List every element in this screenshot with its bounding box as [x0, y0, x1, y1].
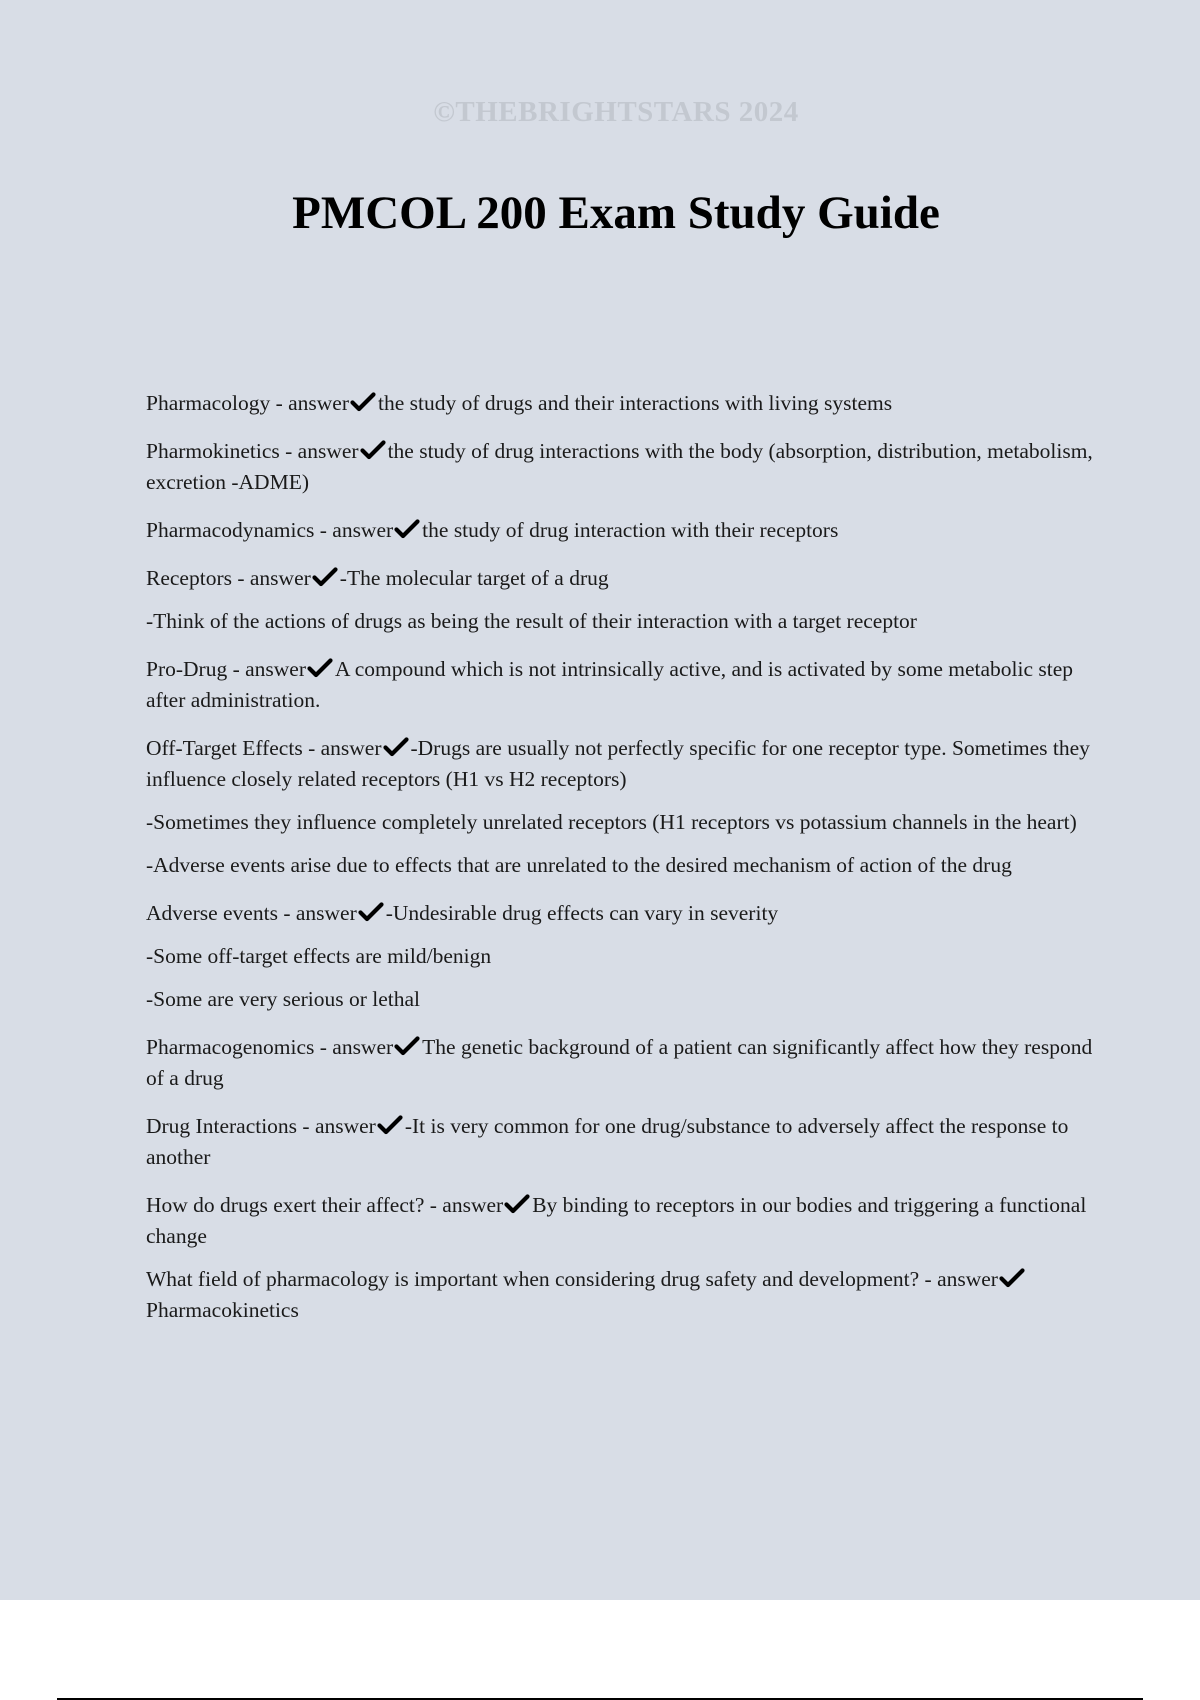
check-mark-icon: [360, 440, 386, 460]
entry-pharmacology: [146, 388, 1096, 419]
entry-answer: the study of drugs and their interactions with living systems: [378, 391, 893, 415]
entry-pharmacodynamics: [146, 515, 1096, 546]
entry-note: -Some off-target effects are mild/benign: [146, 944, 492, 968]
page-title: PMCOL 200 Exam Study Guide: [292, 187, 940, 239]
entry-answer: A compound which is not intrinsically active, and is activated by some metabolic step after administration.: [146, 657, 1074, 712]
watermark: ©THEBRIGHTSTARS 2024: [433, 96, 799, 128]
entry-note: -Sometimes they influence completely unrelated receptors (H1 receptors vs potassium channels in the heart): [146, 810, 1077, 834]
entry-term: Drug Interactions - answer: [146, 1114, 376, 1138]
entry-note: -Adverse events arise due to effects that are unrelated to the desired mechanism of action of the drug: [146, 853, 1012, 877]
check-mark-icon: [312, 567, 338, 587]
entry-off-target-effects: [146, 733, 1096, 795]
entry-answer: -The molecular target of a drug: [339, 566, 609, 590]
entry-term: Pharmacogenomics - answer: [146, 1035, 394, 1059]
entry-answer: -It is very common for one drug/substance to adversely affect the response to another: [146, 1114, 1069, 1169]
check-mark-icon: [504, 1194, 530, 1214]
entry-answer: The genetic background of a patient can significantly affect how they respond of a drug: [146, 1035, 1093, 1090]
check-mark-icon: [383, 737, 409, 757]
check-mark-icon: [350, 392, 376, 412]
entry-term: Pharmacology - answer: [146, 391, 349, 415]
check-mark-icon: [999, 1268, 1025, 1288]
entry-note: -Think of the actions of drugs as being the result of their interaction with a target receptor: [146, 609, 917, 633]
check-mark-icon: [394, 519, 420, 539]
entry-pharmacogenomics: [146, 1032, 1096, 1094]
entry-adverse-events: [146, 898, 1096, 929]
entry-answer: the study of drug interaction with their receptors: [422, 518, 839, 542]
entry-drug-affect-question: [146, 1190, 1096, 1252]
entry-answer: Pharmacokinetics: [146, 1298, 299, 1322]
entry-term: How do drugs exert their affect? - answer: [146, 1193, 504, 1217]
entry-term: What field of pharmacology is important when considering drug safety and development? - answer: [146, 1267, 998, 1291]
entry-term: Pharmokinetics - answer: [146, 439, 359, 463]
check-mark-icon: [307, 658, 333, 678]
entry-drug-safety-question: [146, 1264, 1096, 1326]
entry-answer: By binding to receptors in our bodies and triggering a functional change: [146, 1193, 1087, 1248]
entry-note: -Some are very serious or lethal: [146, 987, 421, 1011]
entry-term: Pharmacodynamics - answer: [146, 518, 394, 542]
study-guide-content: [146, 388, 1096, 1326]
entry-pharmokinetics: [146, 436, 1096, 498]
entry-pro-drug: [146, 654, 1096, 716]
entry-receptors: [146, 563, 1096, 594]
entry-term: Pro-Drug - answer: [146, 657, 307, 681]
check-mark-icon: [377, 1115, 403, 1135]
entry-term: Receptors - answer: [146, 566, 311, 590]
entry-answer: -Drugs are usually not perfectly specific for one receptor type. Sometimes they influence closely related receptors (H1 vs H2 receptors): [146, 736, 1090, 791]
entry-term: Off-Target Effects - answer: [146, 736, 382, 760]
check-mark-icon: [358, 902, 384, 922]
entry-term: Adverse events - answer: [146, 901, 357, 925]
entry-answer: -Undesirable drug effects can vary in severity: [385, 901, 779, 925]
entry-answer: the study of drug interactions with the body (absorption, distribution, metabolism, excretion -ADME): [146, 439, 1093, 494]
entry-drug-interactions: [146, 1111, 1096, 1173]
check-mark-icon: [394, 1036, 420, 1056]
